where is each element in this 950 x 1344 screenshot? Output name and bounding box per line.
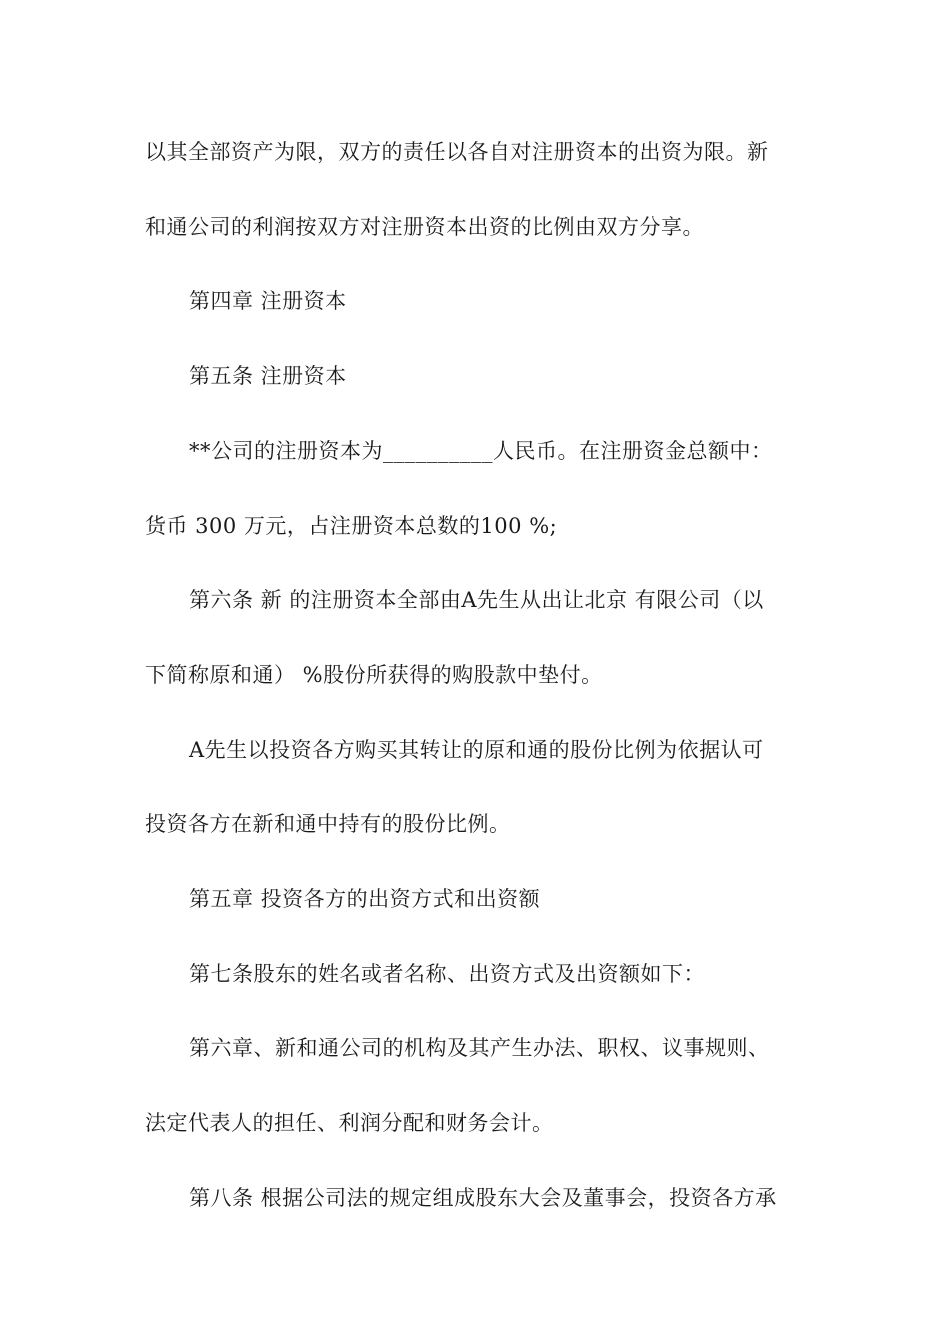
article-heading-5: 第五条 注册资本 [189,364,347,388]
article-6-line-2: 下简称原和通） %股份所获得的购股款中垫付。 [145,663,603,687]
text-line-1: 以其全部资产为限，双方的责任以各自对注册资本的出资为限。新 [145,140,769,164]
text-line-5: **公司的注册资本为__________人民币。在注册资金总额中： [189,439,773,463]
text-line-6: 货币 300 万元，占注册资本总数的100 %; [145,514,558,538]
chapter-6-line-2: 法定代表人的担任、利润分配和财务会计。 [145,1111,554,1135]
chapter-heading-5: 第五章 投资各方的出资方式和出资额 [189,887,541,911]
text-line-10: 投资各方在新和通中持有的股份比例。 [145,812,511,836]
chapter-6-line-1: 第六章、新和通公司的机构及其产生办法、职权、议事规则、 [189,1036,770,1060]
article-8: 第八条 根据公司法的规定组成股东大会及董事会，投资各方承 [189,1186,777,1210]
article-7: 第七条股东的姓名或者名称、出资方式及出资额如下： [189,962,705,986]
article-6-line-1: 第六条 新 的注册资本全部由A先生从出让北京 有限公司（以 [189,588,764,612]
chapter-heading-4: 第四章 注册资本 [189,289,347,313]
text-line-9: A先生以投资各方购买其转让的原和通的股份比例为依据认可 [189,738,764,762]
text-line-2: 和通公司的利润按双方对注册资本出资的比例由双方分享。 [145,215,704,239]
